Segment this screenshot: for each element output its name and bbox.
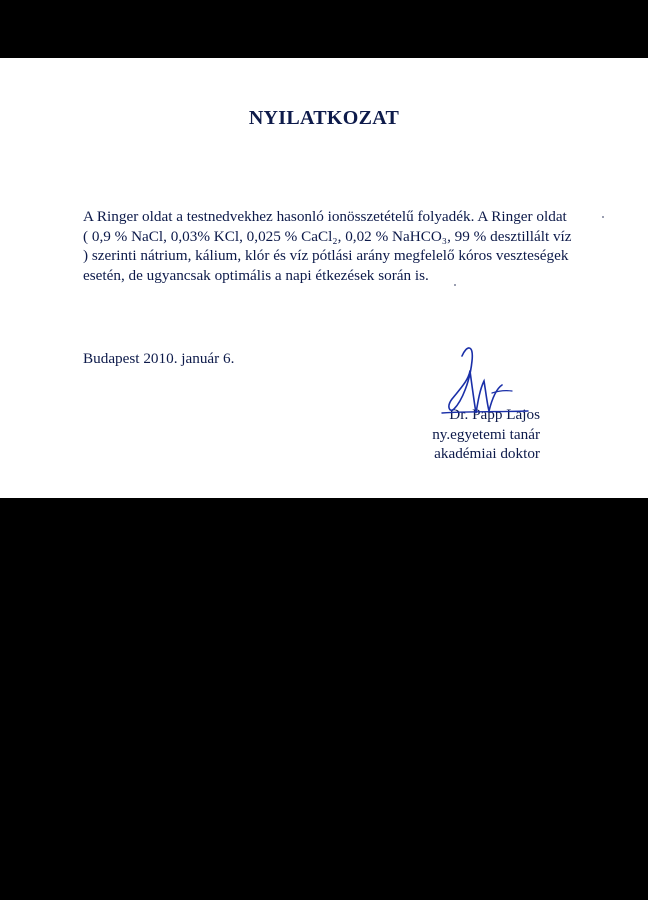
body-line: esetén, de ugyancsak optimális a napi étkezések során is. <box>83 266 429 284</box>
body-line: ) szerinti nátrium, kálium, klór és víz pótlási arány megfelelő kóros veszteségek <box>83 247 569 264</box>
body-line: A Ringer oldat a testnedvekhez hasonló ionösszetételű folyadék. A Ringer oldat <box>83 208 567 225</box>
declaration-body <box>83 207 623 285</box>
signatory-name: Dr. Papp Lajos <box>449 406 540 423</box>
handwritten-signature <box>432 341 532 431</box>
place-and-date: Budapest 2010. január 6. <box>83 350 235 367</box>
scan-speck <box>602 216 604 218</box>
signatory-degree: akadémiai doktor <box>434 445 540 462</box>
document-title: NYILATKOZAT <box>248 107 400 129</box>
signatory-title: ny.egyetemi tanár <box>432 425 540 443</box>
scan-speck <box>454 284 456 286</box>
body-line: ( 0,9 % NaCl, 0,03% KCl, 0,025 % CaCl₂, 0,02 % NaHCO₃, 99 % desztillált víz <box>83 227 572 245</box>
document-sheet <box>0 58 648 498</box>
